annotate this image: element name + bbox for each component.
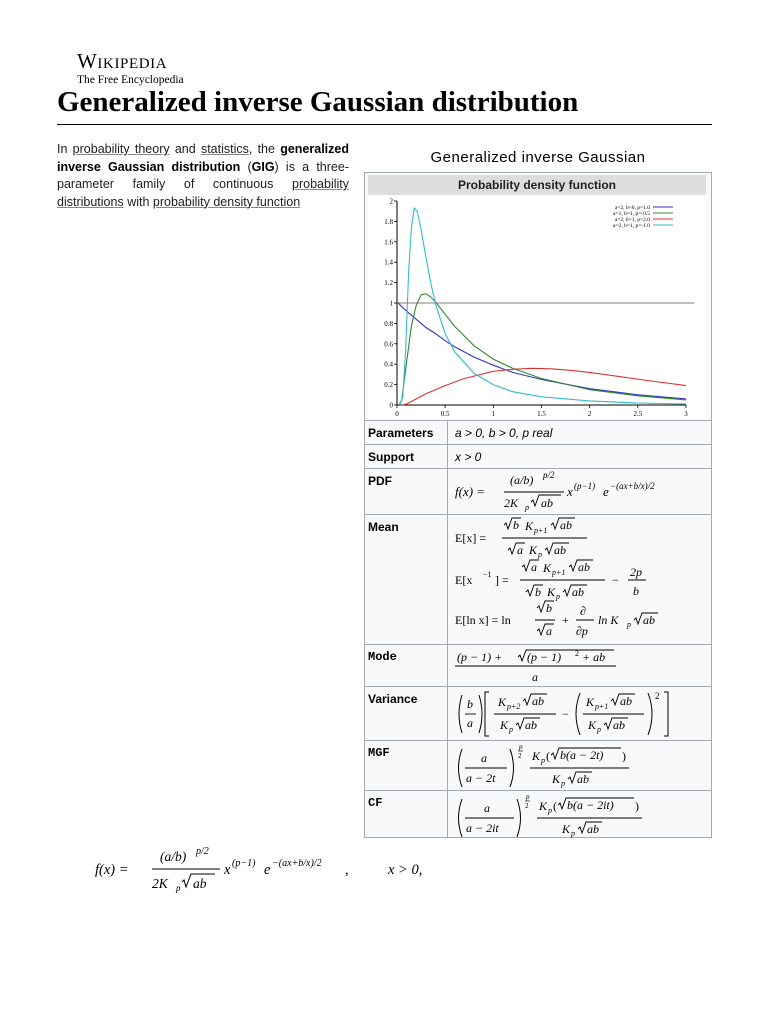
label-support: Support xyxy=(364,445,448,468)
formula-text: x xyxy=(224,862,231,878)
formula-text: f(x) = xyxy=(455,484,486,499)
link-probability-density-function[interactable]: probability density function xyxy=(152,194,301,209)
bracket xyxy=(485,692,489,736)
formula-text: p xyxy=(556,592,560,601)
value-variance xyxy=(449,687,712,740)
pdf-chart-svg xyxy=(368,195,706,419)
formula-text: (p−1) xyxy=(574,481,596,491)
formula-text: p xyxy=(526,793,530,801)
formula-text: ab xyxy=(577,772,589,786)
formula-text: b xyxy=(546,601,552,615)
formula-text: a xyxy=(517,543,523,557)
formula-text: p xyxy=(538,550,542,559)
value-parameters: a > 0, b > 0, p real xyxy=(455,426,553,440)
row-variance xyxy=(364,686,712,740)
formula-text: b(a − 2t) xyxy=(560,748,604,762)
y-tick-label: 1.4 xyxy=(384,258,393,267)
formula-text: a xyxy=(532,670,538,684)
y-tick-label: 0.8 xyxy=(384,319,393,328)
formula-text: p xyxy=(548,806,552,815)
value-mode xyxy=(449,645,712,686)
value-mean xyxy=(449,515,712,644)
legend-label: a=2, b=0, p=1.0 xyxy=(614,205,650,211)
formula-text: ] = xyxy=(495,573,509,587)
pdf-chart[interactable] xyxy=(368,195,706,419)
x-tick-label: 2.5 xyxy=(633,410,643,418)
formula-text: e xyxy=(264,862,271,878)
formula-text: 2 xyxy=(655,691,660,701)
x-tick-label: 2 xyxy=(587,410,592,418)
formula-text: (p−1) xyxy=(232,858,256,869)
formula-text: 2K xyxy=(504,496,519,510)
formula-text: 2 xyxy=(575,649,579,658)
title-divider xyxy=(57,124,712,125)
formula-text: p+2 xyxy=(507,702,521,711)
formula-text: ab xyxy=(620,694,632,708)
mean-formula xyxy=(452,515,710,645)
legend-label: a=2, b=1, p=2.0 xyxy=(614,217,650,223)
formula-text: K xyxy=(539,799,548,813)
intro-text: ( xyxy=(247,159,252,174)
formula-text: K xyxy=(588,718,597,732)
formula-text: (a/b) xyxy=(160,849,187,864)
formula-text: K xyxy=(532,749,541,763)
formula-text: p xyxy=(541,756,545,765)
mode-formula xyxy=(452,645,710,687)
formula-text: ( xyxy=(553,799,557,813)
wikipedia-logo[interactable] xyxy=(77,50,184,87)
formula-text: 2 xyxy=(518,752,522,760)
formula-text: − xyxy=(562,707,569,721)
intro-text: , the xyxy=(248,142,275,156)
value-pdf xyxy=(449,469,712,514)
y-tick-label: 0.6 xyxy=(384,340,393,349)
page-title: Generalized inverse Gaussian distribution xyxy=(57,86,579,118)
label-parameters: Parameters xyxy=(364,421,448,444)
formula-text: E[x xyxy=(455,573,473,587)
formula-text: p xyxy=(561,779,565,788)
formula-text: −(ax+b/x)/2 xyxy=(610,481,655,491)
formula-text: b xyxy=(633,584,639,598)
formula-text: − xyxy=(612,573,619,587)
formula-text: x xyxy=(567,484,573,499)
formula-text: K xyxy=(586,695,595,709)
formula-text: a − 2it xyxy=(466,821,499,835)
y-tick-label: 1.6 xyxy=(384,238,393,247)
formula-text: p xyxy=(571,829,575,838)
formula-text: , xyxy=(345,862,349,878)
formula-text: E[ln x] = ln xyxy=(455,613,511,627)
series-line xyxy=(402,368,686,405)
formula-text: ab xyxy=(532,694,544,708)
intro-text: In xyxy=(57,142,68,156)
paren xyxy=(459,799,463,837)
row-pdf xyxy=(364,468,712,514)
formula-text: (a/b) xyxy=(510,473,534,487)
pdf-header: Probability density function xyxy=(368,175,706,195)
formula-text: ab xyxy=(541,496,553,510)
formula-text: p/2 xyxy=(543,470,555,480)
formula-text: (p − 1) + xyxy=(457,650,503,664)
formula-text: a xyxy=(546,624,552,638)
formula-text: ab xyxy=(560,518,572,532)
paren xyxy=(648,693,652,735)
row-mgf xyxy=(364,740,712,790)
value-cf xyxy=(449,791,712,838)
formula-text: b xyxy=(513,518,519,532)
formula-text: 2K xyxy=(152,876,168,891)
site-tagline: The Free Encyclopedia xyxy=(77,74,184,86)
formula-text: ab xyxy=(572,585,584,599)
site-name: Wikipedia xyxy=(77,49,168,73)
label-variance: Variance xyxy=(364,687,448,740)
formula-text: −(ax+b/x)/2 xyxy=(272,858,322,869)
link-statistics[interactable]: statistics xyxy=(200,142,249,156)
y-tick-label: 0.4 xyxy=(384,360,393,369)
paren xyxy=(459,749,463,787)
formula-text: K xyxy=(562,822,571,836)
formula-text: + xyxy=(562,613,569,627)
formula-text: a xyxy=(484,801,490,815)
label-pdf: PDF xyxy=(364,469,448,514)
paren xyxy=(517,799,521,837)
formula-text: ) xyxy=(635,799,639,813)
formula-text: ) xyxy=(622,749,626,763)
formula-text: E[x] = xyxy=(455,531,487,545)
x-tick-label: 1 xyxy=(491,410,496,418)
formula-text: 2p xyxy=(630,565,642,579)
y-tick-label: 1 xyxy=(389,299,393,308)
formula-text: 2 xyxy=(525,802,529,810)
formula-text: ( xyxy=(546,749,550,763)
formula-text: b xyxy=(467,697,473,711)
formula-text: a xyxy=(481,751,487,765)
formula-text: ab xyxy=(587,822,599,836)
formula-text: p xyxy=(627,620,631,629)
x-tick-label: 0 xyxy=(395,410,399,418)
value-mgf xyxy=(449,741,712,790)
y-tick-label: 0.2 xyxy=(384,381,393,390)
formula-text: ab xyxy=(643,613,655,627)
formula-text: p+1 xyxy=(552,568,566,577)
label-mgf: MGF xyxy=(364,741,448,790)
formula-text: p xyxy=(509,725,513,734)
formula-text: f(x) = xyxy=(95,862,129,878)
formula-text: ab xyxy=(613,718,625,732)
value-support: x > 0 xyxy=(455,450,482,464)
mgf-formula xyxy=(452,741,710,791)
formula-text: ab xyxy=(525,718,537,732)
intro-abbr: GIG xyxy=(251,159,275,174)
bracket xyxy=(664,692,668,736)
formula-text: ab xyxy=(578,560,590,574)
paren xyxy=(459,695,462,733)
formula-text: p+1 xyxy=(534,526,548,535)
label-cf: CF xyxy=(364,791,448,838)
formula-text: a − 2t xyxy=(466,771,496,785)
formula-text: p xyxy=(525,503,529,512)
formula-text: K xyxy=(529,543,538,557)
pdf-formula xyxy=(452,469,710,514)
x-tick-label: 0.5 xyxy=(440,410,450,418)
variance-formula xyxy=(452,687,710,741)
pdf-display-formula xyxy=(92,842,452,901)
label-mean: Mean xyxy=(364,515,448,644)
formula-text: a xyxy=(467,716,473,730)
label-mode: Mode xyxy=(364,645,448,686)
y-tick-label: 2 xyxy=(389,197,393,206)
series-line xyxy=(400,208,686,405)
formula-text: p/2 xyxy=(196,846,209,857)
row-mode xyxy=(364,644,712,686)
row-cf xyxy=(364,790,712,838)
formula-text: p+1 xyxy=(595,702,609,711)
formula-text: K xyxy=(525,519,534,533)
formula-text: e xyxy=(603,484,609,499)
y-tick-label: 0 xyxy=(389,401,393,410)
paren xyxy=(510,749,514,787)
formula-text: ab xyxy=(554,543,566,557)
formula-text: K xyxy=(500,718,509,732)
formula-text: ∂p xyxy=(576,624,588,638)
cf-formula xyxy=(452,791,710,839)
intro-text: ) is a three-parameter family of continuous xyxy=(57,159,349,191)
paren xyxy=(479,695,482,733)
intro-text: with xyxy=(127,194,150,209)
formula-text: b xyxy=(535,585,541,599)
formula-text: (p − 1) xyxy=(527,650,562,664)
formula-text: p xyxy=(519,743,523,751)
link-probability-distributions[interactable]: probability distributions xyxy=(57,177,349,209)
formula-text: a xyxy=(531,560,537,574)
row-support xyxy=(364,444,712,468)
x-tick-label: 1.5 xyxy=(537,410,546,418)
formula-text: ∂ xyxy=(580,604,586,618)
intro-text: and xyxy=(174,142,196,156)
formula-text: x > 0, xyxy=(388,862,423,878)
y-tick-label: 1.2 xyxy=(384,279,393,288)
infobox-caption: Generalized inverse Gaussian xyxy=(430,149,646,166)
link-probability-theory[interactable]: probability theory xyxy=(72,142,170,156)
formula-text: p xyxy=(597,725,601,734)
formula-text: K xyxy=(543,561,552,575)
display-formula-svg xyxy=(92,842,452,896)
formula-text: ln K xyxy=(598,613,619,627)
legend-label: a=2, b=1, p=-1.0 xyxy=(613,223,650,229)
row-parameters xyxy=(364,420,712,444)
formula-text: + ab xyxy=(582,650,606,664)
row-mean xyxy=(364,514,712,644)
paren xyxy=(576,693,580,735)
legend-label: a=1, b=1, p=-0.5 xyxy=(613,211,650,217)
x-tick-label: 3 xyxy=(684,410,688,418)
series-line xyxy=(398,303,686,399)
series-line xyxy=(399,294,686,405)
formula-text: −1 xyxy=(483,570,492,579)
formula-text: K xyxy=(552,772,561,786)
formula-text: K xyxy=(547,585,556,599)
formula-text: p xyxy=(176,883,181,893)
intro-paragraph xyxy=(57,141,349,211)
formula-text: K xyxy=(498,695,507,709)
intro-term: generalized inverse Gaussian distribution xyxy=(57,142,349,174)
formula-text: b(a − 2it) xyxy=(567,798,614,812)
formula-text: ab xyxy=(193,876,207,891)
y-tick-label: 1.8 xyxy=(384,217,393,226)
